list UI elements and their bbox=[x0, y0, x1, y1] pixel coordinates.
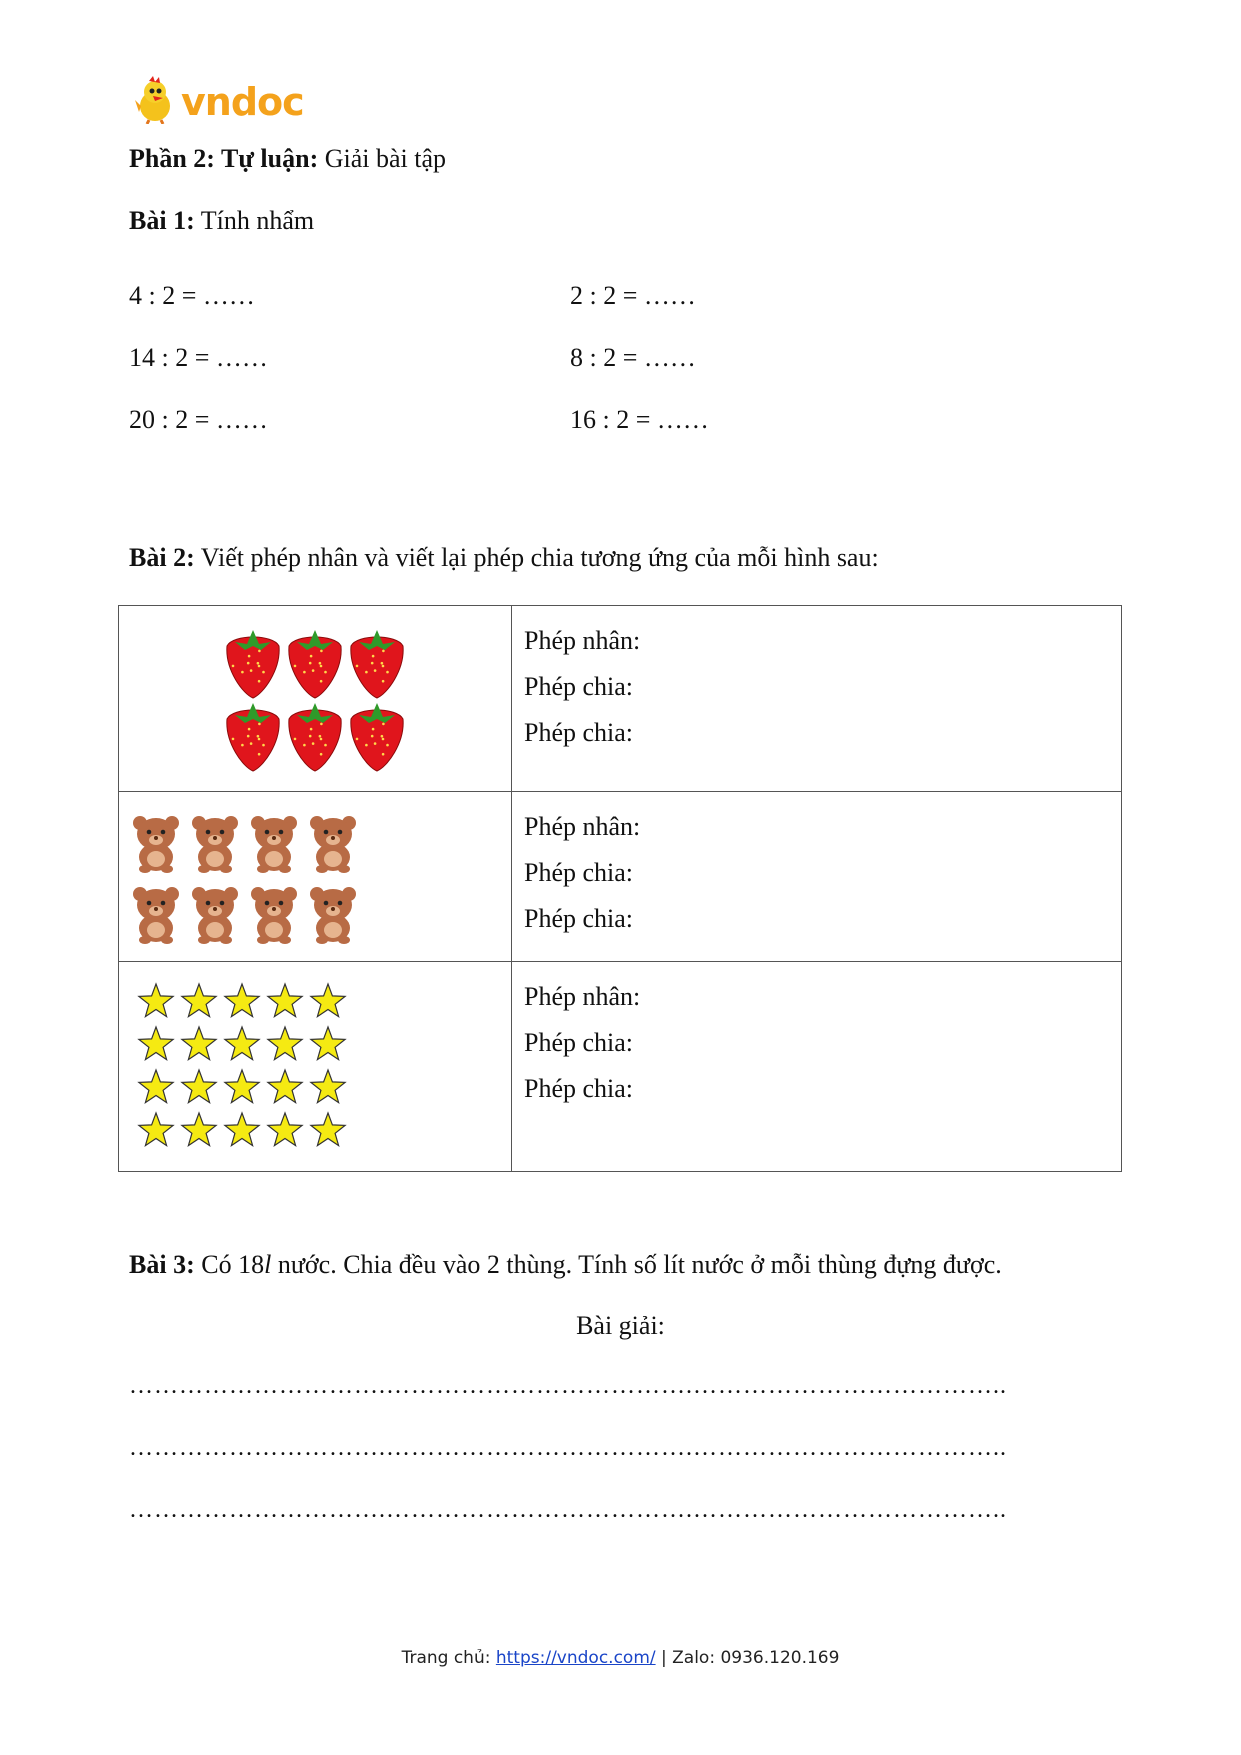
exercise-3-label: Bài 3: bbox=[129, 1250, 195, 1279]
star-icon bbox=[311, 1027, 345, 1060]
logo-text: vndoc bbox=[181, 80, 304, 124]
star-icon bbox=[225, 1027, 259, 1060]
table-row bbox=[119, 962, 1122, 1172]
strawberry-icon bbox=[289, 630, 341, 698]
multiplication-label: Phép nhân: bbox=[524, 982, 641, 1011]
strawberry-picture-cell bbox=[119, 606, 512, 792]
star-group bbox=[119, 962, 511, 1170]
answer-cell bbox=[512, 606, 1122, 792]
strawberry-icon bbox=[351, 630, 403, 698]
bear-group bbox=[119, 792, 511, 960]
star-icon bbox=[268, 1070, 302, 1103]
answer-cell bbox=[512, 792, 1122, 962]
section-heading bbox=[129, 143, 446, 175]
exercise-1-title bbox=[129, 205, 314, 237]
answer-line: ………………………….……………………………….……………………………….. bbox=[129, 1435, 1007, 1461]
star-icon bbox=[225, 1070, 259, 1103]
star-icon bbox=[311, 1113, 345, 1146]
star-icon bbox=[182, 1027, 216, 1060]
bear-icon bbox=[251, 887, 297, 944]
multiplication-label: Phép nhân: bbox=[524, 812, 641, 841]
vndoc-logo bbox=[133, 76, 323, 126]
exercise-3-text bbox=[129, 1249, 1002, 1281]
exercise-2-title bbox=[129, 542, 879, 574]
calc-item: 8 : 2 = …… bbox=[570, 343, 696, 372]
solution-label: Bài giải: bbox=[576, 1311, 665, 1340]
multiplication-label: Phép nhân: bbox=[524, 626, 641, 655]
exercise-3-text-b: nước. Chia đều vào 2 thùng. Tính số lít nước ở mỗi thùng đựng được. bbox=[271, 1250, 1002, 1279]
exercise-2-label: Bài 2: bbox=[129, 543, 195, 572]
bear-icon bbox=[251, 816, 297, 873]
chicken-mascot-icon bbox=[133, 76, 177, 124]
division-label: Phép chia: bbox=[524, 1028, 634, 1057]
footer-contact: | Zalo: 0936.120.169 bbox=[655, 1648, 840, 1668]
bear-icon bbox=[192, 816, 238, 873]
homepage-link[interactable]: https://vndoc.com/ bbox=[495, 1648, 656, 1668]
star-icon bbox=[182, 1070, 216, 1103]
division-label: Phép chia: bbox=[524, 858, 634, 887]
calc-item: 2 : 2 = …… bbox=[570, 281, 696, 310]
exercise-1-label: Bài 1: bbox=[129, 206, 195, 235]
division-label: Phép chia: bbox=[524, 904, 634, 933]
exercise-2-table bbox=[118, 605, 1122, 1172]
bear-icon bbox=[192, 887, 238, 944]
strawberry-icon bbox=[289, 703, 341, 771]
star-icon bbox=[139, 1113, 173, 1146]
star-icon bbox=[268, 1027, 302, 1060]
calc-item: 14 : 2 = …… bbox=[129, 343, 268, 372]
star-icon bbox=[225, 1113, 259, 1146]
bear-icon bbox=[310, 816, 356, 873]
star-picture-cell bbox=[119, 962, 512, 1172]
bear-icon bbox=[133, 816, 179, 873]
star-icon bbox=[311, 984, 345, 1017]
page-footer bbox=[0, 1648, 1241, 1668]
answer-cell bbox=[512, 962, 1122, 1172]
bear-picture-cell bbox=[119, 792, 512, 962]
answer-line: ………………………….……………………………….……………………………….. bbox=[129, 1373, 1007, 1399]
calc-item: 4 : 2 = …… bbox=[129, 281, 255, 310]
star-icon bbox=[268, 1113, 302, 1146]
star-icon bbox=[268, 984, 302, 1017]
footer-prefix: Trang chủ: bbox=[401, 1648, 496, 1668]
exercise-1-instruction: Tính nhẩm bbox=[194, 206, 315, 235]
division-label: Phép chia: bbox=[524, 1074, 634, 1103]
star-icon bbox=[139, 1027, 173, 1060]
table-row bbox=[119, 792, 1122, 962]
table-row bbox=[119, 606, 1122, 792]
section-heading-bold: Phần 2: Tự luận: bbox=[129, 144, 319, 173]
strawberry-icon bbox=[227, 630, 279, 698]
bear-icon bbox=[133, 887, 179, 944]
star-icon bbox=[139, 1070, 173, 1103]
star-icon bbox=[139, 984, 173, 1017]
strawberry-icon bbox=[351, 703, 403, 771]
star-icon bbox=[182, 1113, 216, 1146]
division-label: Phép chia: bbox=[524, 672, 634, 701]
calc-item: 20 : 2 = …… bbox=[129, 405, 268, 434]
star-icon bbox=[225, 984, 259, 1017]
liter-unit: l bbox=[264, 1250, 272, 1279]
star-icon bbox=[311, 1070, 345, 1103]
exercise-2-instruction: Viết phép nhân và viết lại phép chia tương ứng của mỗi hình sau: bbox=[194, 543, 879, 572]
answer-line: ………………………….……………………………….……………………………….. bbox=[129, 1497, 1007, 1523]
strawberry-icon bbox=[227, 703, 279, 771]
star-icon bbox=[182, 984, 216, 1017]
calc-item: 16 : 2 = …… bbox=[570, 405, 709, 434]
division-label: Phép chia: bbox=[524, 718, 634, 747]
strawberry-group bbox=[119, 606, 511, 790]
section-heading-rest: Giải bài tập bbox=[318, 144, 447, 173]
bear-icon bbox=[310, 887, 356, 944]
exercise-3-text-a: Có 18 bbox=[194, 1250, 265, 1279]
